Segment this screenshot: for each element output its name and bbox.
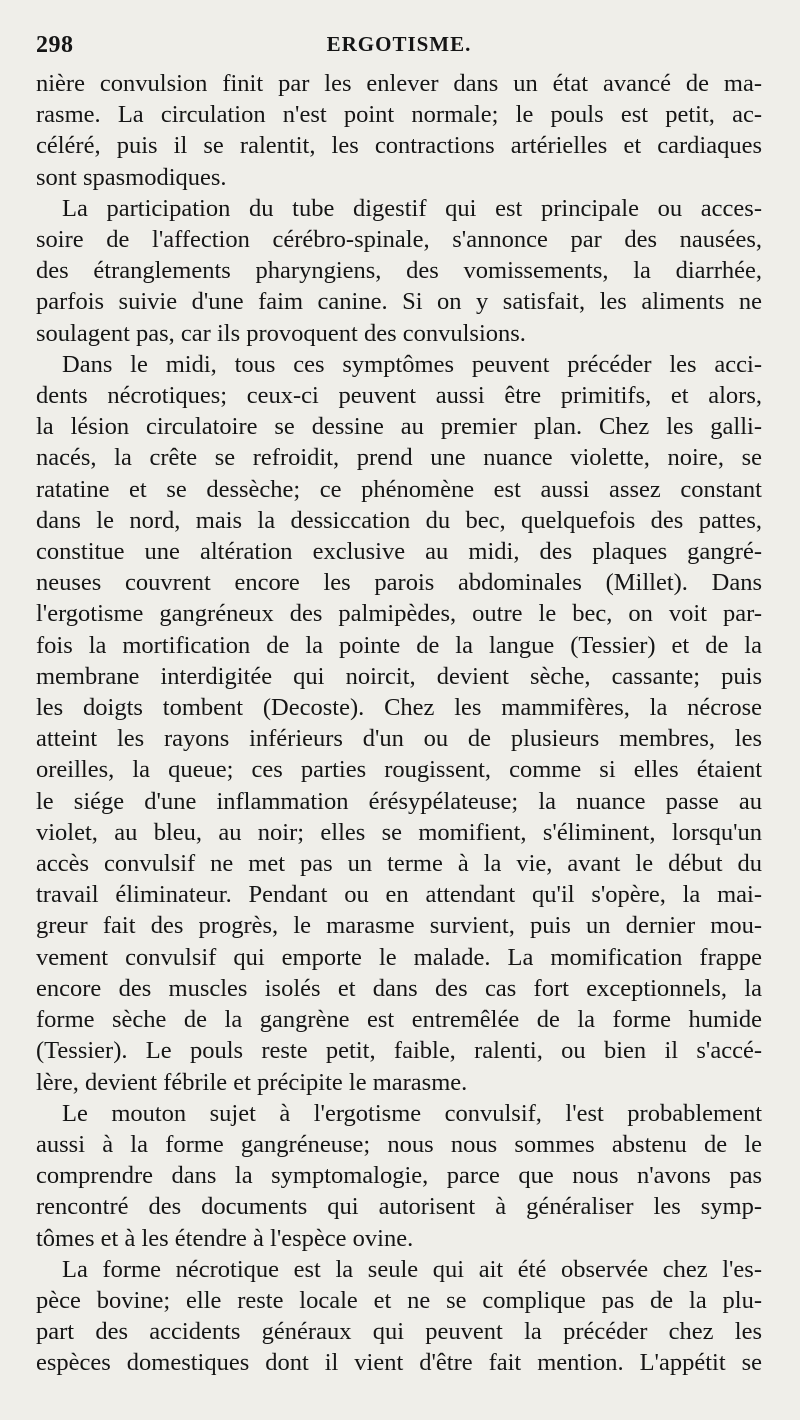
text-line: l'ergotisme gangréneux des palmipèdes, outre le bec, on voit par- (36, 600, 762, 628)
body-text (36, 68, 762, 1379)
text-line: oreilles, la queue; ces parties rougissent, comme si elles étaient (36, 756, 762, 784)
text-line: encore des muscles isolés et dans des cas fort exceptionnels, la (36, 974, 762, 1002)
text-line: soire de l'affection cérébro-spinale, s'annonce par des nausées, (36, 226, 762, 254)
text-line: comprendre dans la symptomalogie, parce que nous n'avons pas (36, 1162, 762, 1190)
text-line: (Tessier). Le pouls reste petit, faible, ralenti, ou bien il s'accé- (36, 1037, 762, 1065)
text-line: dents nécrotiques; ceux-ci peuvent aussi être primitifs, et alors, (36, 382, 762, 410)
paragraph-digestive (36, 193, 762, 349)
text-line: membrane interdigitée qui noircit, devient sèche, cassante; puis (36, 662, 762, 690)
text-line: parfois suivie d'une faim canine. Si on y satisfait, les aliments ne (36, 288, 762, 316)
text-line: des étranglements pharyngiens, des vomissements, la diarrhée, (36, 257, 762, 285)
text-line: atteint les rayons inférieurs d'un ou de plusieurs membres, les (36, 725, 762, 753)
text-line: ratatine et se dessèche; ce phénomène est aussi assez constant (36, 475, 762, 503)
paragraph-bovine (36, 1254, 762, 1379)
text-line: céléré, puis il se ralentit, les contractions artérielles et cardiaques (36, 132, 762, 160)
text-line: La participation du tube digestif qui est principale ou acces- (62, 194, 762, 222)
text-line: forme sèche de la gangrène est entremêlée de la forme humide (36, 1006, 762, 1034)
text-line: rencontré des documents qui autorisent à généraliser les symp- (36, 1193, 762, 1221)
text-line: le siége d'une inflammation érésypélateuse; la nuance passe au (36, 787, 762, 815)
text-line: soulagent pas, car ils provoquent des convulsions. (36, 319, 526, 347)
text-line: Dans le midi, tous ces symptômes peuvent précéder les acci- (62, 350, 762, 378)
text-line: La forme nécrotique est la seule qui ait été observée chez l'es- (62, 1255, 762, 1283)
text-line: violet, au bleu, au noir; elles se momifient, s'éliminent, lorsqu'un (36, 818, 762, 846)
text-line: nière convulsion finit par les enlever dans un état avancé de ma- (36, 70, 762, 97)
paragraph-sheep (36, 1098, 762, 1254)
text-line: espèces domestiques dont il vient d'être fait mention. L'appétit se (36, 1349, 762, 1377)
text-line: Le mouton sujet à l'ergotisme convulsif, l'est probablement (62, 1099, 762, 1127)
text-line: vement convulsif qui emporte le malade. La momification frappe (36, 943, 762, 971)
text-line: part des accidents généraux qui peuvent la précéder chez les (36, 1318, 762, 1346)
text-line: la lésion circulatoire se dessine au premier plan. Chez les galli- (36, 413, 762, 441)
text-line: tômes et à les étendre à l'espèce ovine. (36, 1224, 414, 1252)
page-number: 298 (36, 32, 74, 58)
text-line: fois la mortification de la pointe de la langue (Tessier) et de la (36, 631, 762, 659)
text-line: nacés, la crête se refroidit, prend une nuance violette, noire, se (36, 444, 762, 472)
text-line: pèce bovine; elle reste locale et ne se complique pas de la plu- (36, 1286, 762, 1314)
text-line: greur fait des progrès, le marasme survient, puis un dernier mou- (36, 912, 762, 940)
text-line: lère, devient fébrile et précipite le marasme. (36, 1068, 468, 1096)
paragraph-necrotic (36, 349, 762, 1098)
text-line: constitue une altération exclusive au midi, des plaques gangré- (36, 538, 762, 566)
text-line: rasme. La circulation n'est point normale; le pouls est petit, ac- (36, 101, 762, 129)
text-line: travail éliminateur. Pendant ou en attendant qu'il s'opère, la mai- (36, 881, 762, 909)
text-line: neuses couvrent encore les parois abdominales (Millet). Dans (36, 569, 762, 597)
text-line: sont spasmodiques. (36, 163, 227, 191)
running-head (36, 28, 762, 68)
paragraph-continuation (36, 68, 762, 193)
text-line: les doigts tombent (Decoste). Chez les mammifères, la nécrose (36, 694, 762, 722)
text-line: aussi à la forme gangréneuse; nous nous sommes abstenu de le (36, 1130, 762, 1158)
running-title: ERGOTISME. (326, 32, 472, 56)
text-line: dans le nord, mais la dessiccation du bec, quelquefois des pattes, (36, 506, 762, 534)
text-line: accès convulsif ne met pas un terme à la vie, avant le début du (36, 850, 762, 878)
